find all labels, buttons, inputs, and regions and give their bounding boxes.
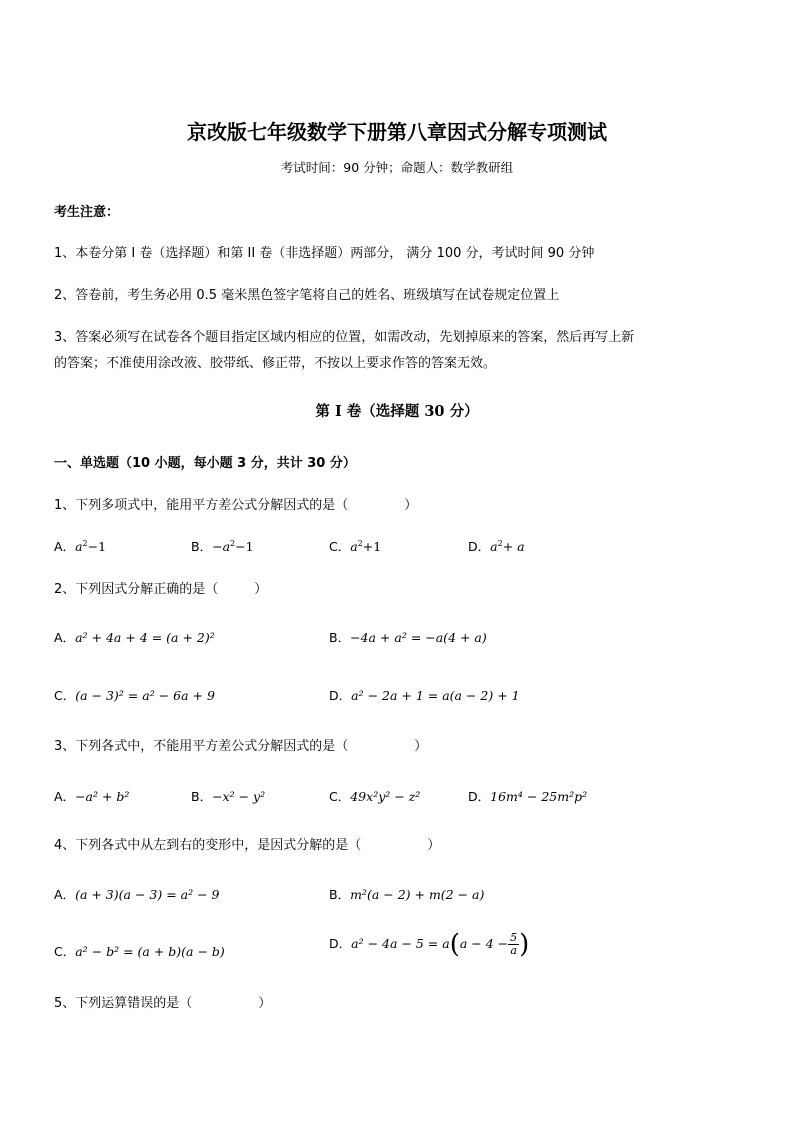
notice-item-3: 3、答案必须写在试卷各个题目指定区域内相应的位置，如需改动，先划掉原来的答案，然后再写上新 [54,330,635,345]
q3-option-d[interactable]: D．16m⁴ − 25m²p² [468,789,588,804]
page-title: 京改版七年级数学下册第八章因式分解专项测试 [187,120,607,144]
q4-option-c[interactable]: C．a² − b² = (a + b)(a − b) [54,944,225,959]
q1-option-b[interactable]: B．$-a^2-1$ [191,539,254,554]
q3-option-b[interactable]: B．−x² − y² [191,789,266,804]
question-5-stem: 5、下列运算错误的是（ ） [54,996,272,1011]
fraction: $\frac{5}{a}$ [510,931,518,957]
q1-option-d[interactable]: D．$a^2+ a$ [468,539,525,554]
notice-item-1: 1、本卷分第 I 卷（选择题）和第 II 卷（非选择题）两部分， 满分 100 分，考试时间 90 分钟 [54,246,595,261]
part-heading: 一、单选题（10 小题，每小题 3 分，共计 30 分） [54,456,356,471]
section-title: 第 I 卷（选择题 30 分） [315,403,479,420]
q2-option-c[interactable]: C．(a − 3)² = a² − 6a + 9 [54,688,215,703]
q2-option-d[interactable]: D．a² − 2a + 1 = a(a − 2) + 1 [329,688,520,703]
q4-option-d[interactable]: D．a² − 4a − 5 = a(a − 4 − $\frac{5}{a}$ ) [329,929,530,960]
q1-option-c[interactable]: C．$a^2+1$ [329,539,382,554]
q1-option-a[interactable]: A．$a^2-1$ [54,539,107,554]
question-2-stem: 2、下列因式分解正确的是（ ） [54,582,268,597]
q2-option-b[interactable]: B．−4a + a² = −a(4 + a) [329,630,487,645]
question-1-stem: 1、下列多项式中，能用平方差公式分解因式的是（ ） [54,498,418,513]
question-4-stem: 4、下列各式中从左到右的变形中，是因式分解的是（ ） [54,838,441,853]
q4-option-a[interactable]: A．(a + 3)(a − 3) = a² − 9 [54,887,220,902]
notice-item-2: 2、答卷前，考生务必用 0.5 毫米黑色签字笔将自己的姓名、班级填写在试卷规定位置上 [54,288,560,303]
exam-info: 考试时间：90 分钟；命题人：数学教研组 [280,160,514,175]
q3-option-c[interactable]: C．49x²y² − z² [329,789,421,804]
notice-heading: 考生注意： [54,205,120,220]
q2-option-a[interactable]: A．a² + 4a + 4 = (a + 2)² [54,630,215,645]
q3-option-a[interactable]: A．−a² + b² [54,789,130,804]
notice-item-3-cont: 的答案；不准使用涂改液、胶带纸、修正带，不按以上要求作答的答案无效。 [54,356,497,371]
q4-option-b[interactable]: B．m²(a − 2) + m(2 − a) [329,887,485,902]
question-3-stem: 3、下列各式中，不能用平方差公式分解因式的是（ ） [54,739,428,754]
